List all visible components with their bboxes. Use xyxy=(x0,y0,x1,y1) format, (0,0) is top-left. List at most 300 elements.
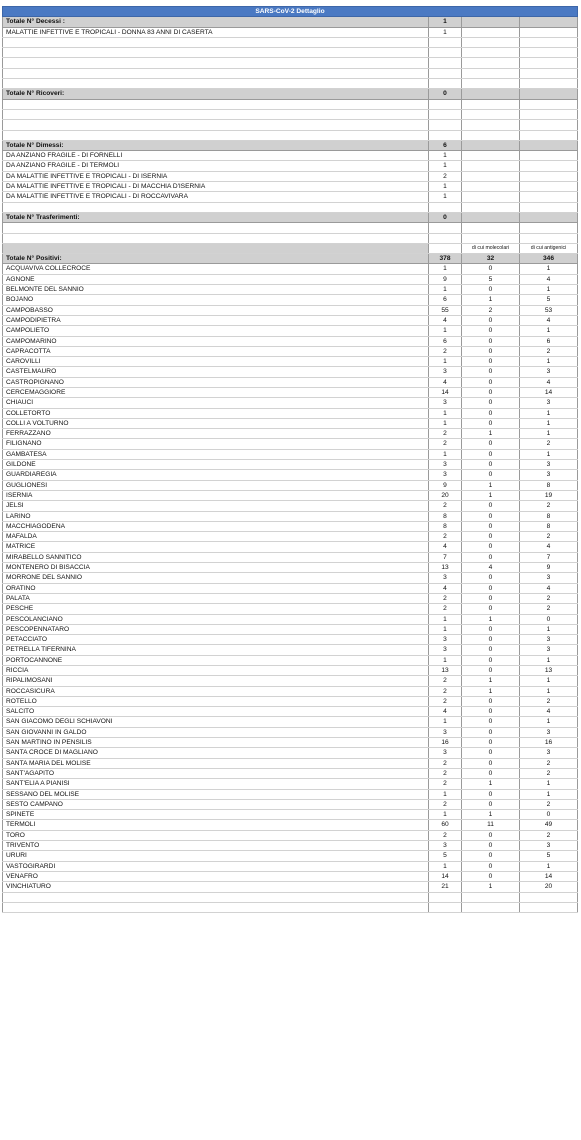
municipality-total: 3 xyxy=(429,367,462,377)
municipality-antigenic: 1 xyxy=(520,779,578,789)
municipality-name: RICCIA xyxy=(3,666,429,676)
municipality-total: 2 xyxy=(429,696,462,706)
municipality-antigenic: 2 xyxy=(520,768,578,778)
municipality-row xyxy=(3,748,578,758)
municipality-row xyxy=(3,696,578,706)
municipality-antigenic: 4 xyxy=(520,377,578,387)
municipality-name: MORRONE DEL SANNIO xyxy=(3,573,429,583)
municipality-row xyxy=(3,624,578,634)
municipality-antigenic: 1 xyxy=(520,789,578,799)
municipality-antigenic: 53 xyxy=(520,305,578,315)
municipality-name: FILIGNANO xyxy=(3,439,429,449)
blank-row xyxy=(3,892,578,902)
municipality-name: FERRAZZANO xyxy=(3,429,429,439)
municipality-molecular: 0 xyxy=(462,768,520,778)
municipality-total: 2 xyxy=(429,593,462,603)
municipality-total: 3 xyxy=(429,460,462,470)
municipality-total: 1 xyxy=(429,789,462,799)
municipality-row xyxy=(3,511,578,521)
municipality-row xyxy=(3,418,578,428)
municipality-molecular: 0 xyxy=(462,573,520,583)
municipality-row xyxy=(3,336,578,346)
blank-row xyxy=(3,48,578,58)
municipality-row xyxy=(3,398,578,408)
municipality-name: MONTENERO DI BISACCIA xyxy=(3,563,429,573)
municipality-antigenic: 16 xyxy=(520,738,578,748)
municipality-total: 2 xyxy=(429,830,462,840)
municipality-antigenic: 1 xyxy=(520,285,578,295)
positives-molecular-total: 32 xyxy=(462,254,520,264)
municipality-antigenic: 2 xyxy=(520,696,578,706)
municipality-antigenic: 4 xyxy=(520,315,578,325)
municipality-molecular: 0 xyxy=(462,655,520,665)
municipality-total: 3 xyxy=(429,727,462,737)
municipality-antigenic: 2 xyxy=(520,758,578,768)
municipality-molecular: 0 xyxy=(462,449,520,459)
municipality-molecular: 2 xyxy=(462,305,520,315)
municipality-antigenic: 14 xyxy=(520,871,578,881)
municipality-total: 2 xyxy=(429,429,462,439)
municipality-total: 14 xyxy=(429,871,462,881)
municipality-name: ACQUAVIVA COLLECROCE xyxy=(3,264,429,274)
municipality-molecular: 0 xyxy=(462,738,520,748)
municipality-row xyxy=(3,552,578,562)
municipality-antigenic: 2 xyxy=(520,501,578,511)
municipality-row xyxy=(3,604,578,614)
municipality-name: CAROVILLI xyxy=(3,357,429,367)
blank-row xyxy=(3,202,578,212)
municipality-row xyxy=(3,841,578,851)
deceased-total: 1 xyxy=(429,17,462,27)
municipality-row xyxy=(3,820,578,830)
municipality-total: 8 xyxy=(429,511,462,521)
municipality-antigenic: 3 xyxy=(520,470,578,480)
municipality-molecular: 0 xyxy=(462,841,520,851)
positives-subheader-row xyxy=(3,243,578,253)
municipality-name: ISERNIA xyxy=(3,490,429,500)
municipality-molecular: 0 xyxy=(462,542,520,552)
municipality-name: SPINETE xyxy=(3,810,429,820)
municipality-total: 2 xyxy=(429,604,462,614)
municipality-antigenic: 5 xyxy=(520,851,578,861)
municipality-molecular: 0 xyxy=(462,387,520,397)
discharged-item-name: DA ANZIANO FRAGILE - DI TERMOLI xyxy=(3,161,429,171)
municipality-row xyxy=(3,501,578,511)
municipality-row xyxy=(3,264,578,274)
municipality-row xyxy=(3,305,578,315)
municipality-row xyxy=(3,593,578,603)
discharged-item-name: DA MALATTIE INFETTIVE E TROPICALI - DI MACCHIA D'ISERNIA xyxy=(3,182,429,192)
municipality-name: SESTO CAMPANO xyxy=(3,799,429,809)
municipality-name: COLLETORTO xyxy=(3,408,429,418)
municipality-total: 1 xyxy=(429,408,462,418)
municipality-total: 6 xyxy=(429,295,462,305)
municipality-molecular: 1 xyxy=(462,295,520,305)
municipality-name: BOJANO xyxy=(3,295,429,305)
municipality-name: TERMOLI xyxy=(3,820,429,830)
municipality-name: PESCOLANCIANO xyxy=(3,614,429,624)
municipality-row xyxy=(3,532,578,542)
municipality-total: 2 xyxy=(429,439,462,449)
sheet-title: SARS-CoV-2 Dettaglio xyxy=(3,7,578,17)
municipality-molecular: 1 xyxy=(462,429,520,439)
municipality-total: 1 xyxy=(429,861,462,871)
municipality-total: 1 xyxy=(429,624,462,634)
municipality-row xyxy=(3,315,578,325)
municipality-molecular: 0 xyxy=(462,861,520,871)
municipality-total: 2 xyxy=(429,768,462,778)
municipality-name: BELMONTE DEL SANNIO xyxy=(3,285,429,295)
municipality-name: ROTELLO xyxy=(3,696,429,706)
municipality-row xyxy=(3,449,578,459)
positives-header-row xyxy=(3,254,578,264)
municipality-name: MACCHIAGODENA xyxy=(3,521,429,531)
municipality-total: 1 xyxy=(429,717,462,727)
municipality-molecular: 0 xyxy=(462,635,520,645)
transfers-total: 0 xyxy=(429,212,462,222)
municipality-molecular: 0 xyxy=(462,346,520,356)
municipality-antigenic: 6 xyxy=(520,336,578,346)
municipality-total: 8 xyxy=(429,521,462,531)
municipality-name: GUGLIONESI xyxy=(3,480,429,490)
municipality-antigenic: 1 xyxy=(520,717,578,727)
discharged-row xyxy=(3,161,578,171)
municipality-total: 13 xyxy=(429,666,462,676)
municipality-row xyxy=(3,871,578,881)
municipality-antigenic: 1 xyxy=(520,264,578,274)
municipality-molecular: 0 xyxy=(462,367,520,377)
municipality-name: PESCHE xyxy=(3,604,429,614)
municipality-name: MIRABELLO SANNITICO xyxy=(3,552,429,562)
municipality-name: CAMPOLIETO xyxy=(3,326,429,336)
municipality-antigenic: 8 xyxy=(520,521,578,531)
municipality-name: VENAFRO xyxy=(3,871,429,881)
municipality-molecular: 0 xyxy=(462,717,520,727)
municipality-molecular: 0 xyxy=(462,707,520,717)
municipality-total: 2 xyxy=(429,501,462,511)
municipality-row xyxy=(3,490,578,500)
deceased-header-row xyxy=(3,17,578,27)
municipality-antigenic: 1 xyxy=(520,861,578,871)
municipality-antigenic: 1 xyxy=(520,408,578,418)
municipality-antigenic: 3 xyxy=(520,727,578,737)
municipality-total: 9 xyxy=(429,480,462,490)
municipality-antigenic: 2 xyxy=(520,346,578,356)
blank-row xyxy=(3,120,578,130)
municipality-row xyxy=(3,563,578,573)
municipality-molecular: 0 xyxy=(462,851,520,861)
deceased-item-name: MALATTIE INFETTIVE E TROPICALI - DONNA 83 ANNI DI CASERTA xyxy=(3,27,429,37)
positives-antigenic-total: 346 xyxy=(520,254,578,264)
municipality-antigenic: 7 xyxy=(520,552,578,562)
municipality-total: 4 xyxy=(429,707,462,717)
municipality-name: CHIAUCI xyxy=(3,398,429,408)
municipality-antigenic: 3 xyxy=(520,398,578,408)
municipality-row xyxy=(3,799,578,809)
municipality-molecular: 0 xyxy=(462,501,520,511)
municipality-molecular: 5 xyxy=(462,274,520,284)
blank-row xyxy=(3,68,578,78)
municipality-total: 5 xyxy=(429,851,462,861)
municipality-name: SALCITO xyxy=(3,707,429,717)
municipality-molecular: 1 xyxy=(462,810,520,820)
municipality-molecular: 1 xyxy=(462,882,520,892)
municipality-molecular: 0 xyxy=(462,583,520,593)
municipality-row xyxy=(3,573,578,583)
municipality-antigenic: 3 xyxy=(520,635,578,645)
municipality-antigenic: 1 xyxy=(520,624,578,634)
municipality-antigenic: 3 xyxy=(520,460,578,470)
municipality-antigenic: 2 xyxy=(520,439,578,449)
municipality-row xyxy=(3,645,578,655)
municipality-molecular: 0 xyxy=(462,748,520,758)
municipality-antigenic: 4 xyxy=(520,274,578,284)
discharged-item-value: 1 xyxy=(429,161,462,171)
hospitalized-label: Totale N° Ricoveri: xyxy=(3,89,429,99)
municipality-molecular: 0 xyxy=(462,758,520,768)
municipality-antigenic: 9 xyxy=(520,563,578,573)
municipality-total: 4 xyxy=(429,542,462,552)
municipality-row xyxy=(3,429,578,439)
municipality-molecular: 0 xyxy=(462,264,520,274)
municipality-molecular: 11 xyxy=(462,820,520,830)
municipality-row xyxy=(3,830,578,840)
municipality-molecular: 0 xyxy=(462,645,520,655)
molecular-column-header: di cui molecolari xyxy=(462,243,520,253)
municipality-name: AGNONE xyxy=(3,274,429,284)
municipality-name: CAMPODIPIETRA xyxy=(3,315,429,325)
covid-detail-sheet xyxy=(2,6,577,913)
municipality-row xyxy=(3,583,578,593)
municipality-antigenic: 1 xyxy=(520,686,578,696)
blank-row xyxy=(3,37,578,47)
discharged-item-value: 1 xyxy=(429,192,462,202)
municipality-name: MATRICE xyxy=(3,542,429,552)
municipality-row xyxy=(3,326,578,336)
municipality-name: LARINO xyxy=(3,511,429,521)
municipality-molecular: 0 xyxy=(462,830,520,840)
municipality-name: PORTOCANNONE xyxy=(3,655,429,665)
municipality-name: PETACCIATO xyxy=(3,635,429,645)
municipality-antigenic: 2 xyxy=(520,830,578,840)
municipality-total: 3 xyxy=(429,573,462,583)
municipality-total: 1 xyxy=(429,264,462,274)
municipality-antigenic: 4 xyxy=(520,583,578,593)
municipality-name: TRIVENTO xyxy=(3,841,429,851)
municipality-total: 3 xyxy=(429,398,462,408)
municipality-molecular: 0 xyxy=(462,604,520,614)
municipality-molecular: 0 xyxy=(462,521,520,531)
discharged-item-value: 1 xyxy=(429,182,462,192)
municipality-antigenic: 1 xyxy=(520,449,578,459)
municipality-total: 1 xyxy=(429,357,462,367)
municipality-total: 6 xyxy=(429,336,462,346)
discharged-item-name: DA ANZIANO FRAGILE - DI FORNELLI xyxy=(3,151,429,161)
discharged-item-name: DA MALATTIE INFETTIVE E TROPICALI - DI ROCCAVIVARA xyxy=(3,192,429,202)
blank-row xyxy=(3,902,578,912)
municipality-antigenic: 20 xyxy=(520,882,578,892)
municipality-name: ORATINO xyxy=(3,583,429,593)
municipality-total: 2 xyxy=(429,799,462,809)
municipality-molecular: 0 xyxy=(462,470,520,480)
municipality-molecular: 1 xyxy=(462,779,520,789)
municipality-name: MAFALDA xyxy=(3,532,429,542)
municipality-name: GAMBATESA xyxy=(3,449,429,459)
municipality-name: CERCEMAGGIORE xyxy=(3,387,429,397)
municipality-antigenic: 3 xyxy=(520,748,578,758)
municipality-total: 2 xyxy=(429,779,462,789)
municipality-total: 1 xyxy=(429,418,462,428)
municipality-total: 3 xyxy=(429,645,462,655)
municipality-molecular: 0 xyxy=(462,789,520,799)
municipality-total: 1 xyxy=(429,326,462,336)
blank-row xyxy=(3,79,578,89)
municipality-molecular: 1 xyxy=(462,490,520,500)
discharged-item-value: 1 xyxy=(429,151,462,161)
municipality-name: CAMPOMARINO xyxy=(3,336,429,346)
municipality-name: RIPALIMOSANI xyxy=(3,676,429,686)
municipality-row xyxy=(3,387,578,397)
municipality-molecular: 0 xyxy=(462,799,520,809)
municipality-row xyxy=(3,357,578,367)
municipality-total: 3 xyxy=(429,635,462,645)
blank-row xyxy=(3,130,578,140)
municipality-name: PALATA xyxy=(3,593,429,603)
municipality-molecular: 0 xyxy=(462,326,520,336)
municipality-total: 9 xyxy=(429,274,462,284)
municipality-total: 60 xyxy=(429,820,462,830)
municipality-total: 4 xyxy=(429,377,462,387)
municipality-antigenic: 3 xyxy=(520,367,578,377)
municipality-total: 7 xyxy=(429,552,462,562)
municipality-antigenic: 0 xyxy=(520,614,578,624)
municipality-molecular: 0 xyxy=(462,336,520,346)
municipality-molecular: 0 xyxy=(462,357,520,367)
discharged-row xyxy=(3,192,578,202)
transfers-label: Totale N° Trasferimenti: xyxy=(3,212,429,222)
detail-table xyxy=(2,6,578,913)
municipality-row xyxy=(3,717,578,727)
municipality-molecular: 0 xyxy=(462,532,520,542)
blank-row xyxy=(3,233,578,243)
municipality-name: SAN GIACOMO DEGLI SCHIAVONI xyxy=(3,717,429,727)
municipality-name: SAN GIOVANNI IN GALDO xyxy=(3,727,429,737)
municipality-molecular: 0 xyxy=(462,624,520,634)
municipality-name: PESCOPENNATARO xyxy=(3,624,429,634)
municipality-antigenic: 13 xyxy=(520,666,578,676)
municipality-row xyxy=(3,408,578,418)
transfers-header-row xyxy=(3,212,578,222)
municipality-total: 13 xyxy=(429,563,462,573)
municipality-row xyxy=(3,346,578,356)
municipality-molecular: 0 xyxy=(462,666,520,676)
municipality-total: 3 xyxy=(429,470,462,480)
municipality-total: 16 xyxy=(429,738,462,748)
municipality-molecular: 1 xyxy=(462,676,520,686)
municipality-antigenic: 8 xyxy=(520,511,578,521)
positives-total: 378 xyxy=(429,254,462,264)
municipality-name: VASTOGIRARDI xyxy=(3,861,429,871)
municipality-name: GUARDIAREGIA xyxy=(3,470,429,480)
municipality-name: CASTELMAURO xyxy=(3,367,429,377)
municipality-antigenic: 1 xyxy=(520,429,578,439)
discharged-row xyxy=(3,151,578,161)
municipality-molecular: 1 xyxy=(462,686,520,696)
municipality-antigenic: 49 xyxy=(520,820,578,830)
municipality-name: COLLI A VOLTURNO xyxy=(3,418,429,428)
municipality-row xyxy=(3,738,578,748)
municipality-molecular: 0 xyxy=(462,552,520,562)
municipality-name: JELSI xyxy=(3,501,429,511)
municipality-antigenic: 1 xyxy=(520,676,578,686)
municipality-antigenic: 8 xyxy=(520,480,578,490)
municipality-row xyxy=(3,377,578,387)
municipality-name: SANT'ELIA A PIANISI xyxy=(3,779,429,789)
blank-row xyxy=(3,99,578,109)
municipality-total: 3 xyxy=(429,748,462,758)
municipality-name: GILDONE xyxy=(3,460,429,470)
municipality-row xyxy=(3,882,578,892)
municipality-antigenic: 4 xyxy=(520,707,578,717)
municipality-total: 2 xyxy=(429,686,462,696)
municipality-row xyxy=(3,779,578,789)
municipality-total: 2 xyxy=(429,532,462,542)
municipality-row xyxy=(3,367,578,377)
municipality-name: SANT'AGAPITO xyxy=(3,768,429,778)
municipality-molecular: 0 xyxy=(462,439,520,449)
municipality-antigenic: 14 xyxy=(520,387,578,397)
discharged-total: 6 xyxy=(429,140,462,150)
discharged-header-row xyxy=(3,140,578,150)
municipality-molecular: 0 xyxy=(462,377,520,387)
municipality-row xyxy=(3,789,578,799)
municipality-molecular: 1 xyxy=(462,614,520,624)
municipality-antigenic: 1 xyxy=(520,418,578,428)
municipality-total: 1 xyxy=(429,614,462,624)
municipality-molecular: 0 xyxy=(462,511,520,521)
title-row xyxy=(3,7,578,17)
blank-row xyxy=(3,109,578,119)
municipality-name: PETRELLA TIFERNINA xyxy=(3,645,429,655)
discharged-row xyxy=(3,171,578,181)
municipality-total: 55 xyxy=(429,305,462,315)
municipality-row xyxy=(3,295,578,305)
municipality-total: 21 xyxy=(429,882,462,892)
blank-row xyxy=(3,58,578,68)
discharged-item-value: 2 xyxy=(429,171,462,181)
municipality-antigenic: 2 xyxy=(520,799,578,809)
blank-row xyxy=(3,223,578,233)
municipality-molecular: 0 xyxy=(462,285,520,295)
municipality-row xyxy=(3,542,578,552)
municipality-antigenic: 1 xyxy=(520,357,578,367)
municipality-antigenic: 2 xyxy=(520,593,578,603)
municipality-row xyxy=(3,635,578,645)
municipality-molecular: 0 xyxy=(462,696,520,706)
municipality-total: 2 xyxy=(429,346,462,356)
deceased-label: Totale N° Decessi : xyxy=(3,17,429,27)
municipality-total: 4 xyxy=(429,583,462,593)
municipality-antigenic: 19 xyxy=(520,490,578,500)
municipality-antigenic: 3 xyxy=(520,841,578,851)
municipality-antigenic: 2 xyxy=(520,604,578,614)
positives-label: Totale N° Positivi: xyxy=(3,254,429,264)
municipality-name: CAPRACOTTA xyxy=(3,346,429,356)
municipality-name: SAN MARTINO IN PENSILIS xyxy=(3,738,429,748)
municipality-total: 3 xyxy=(429,841,462,851)
municipality-antigenic: 2 xyxy=(520,532,578,542)
municipality-row xyxy=(3,655,578,665)
